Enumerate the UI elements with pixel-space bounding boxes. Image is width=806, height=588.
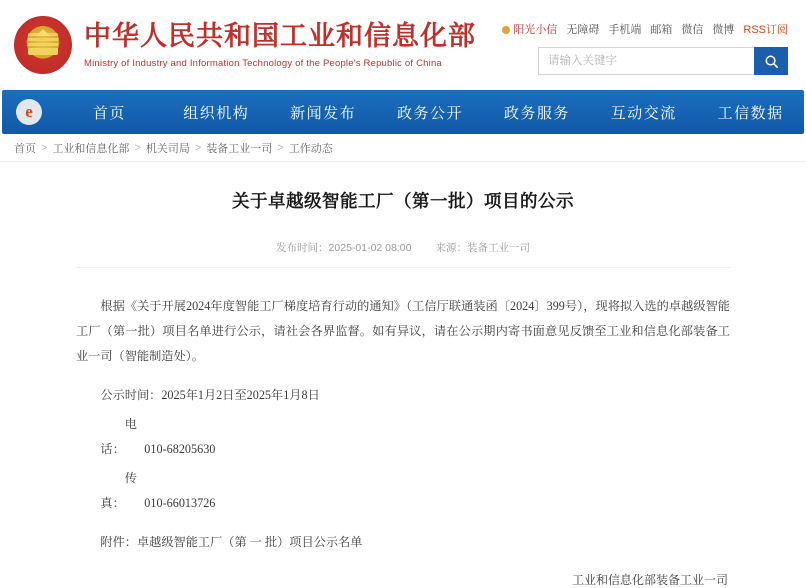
breadcrumb-item-miit[interactable]: 工业和信息化部 (52, 142, 130, 155)
contact-phone-label: 电 话： (100, 417, 137, 457)
top-link-mail[interactable]: 邮箱 (650, 24, 673, 36)
article-paragraph-1: 根据《关于开展2024年度智能工厂梯度培育行动的通知》（工信厅联通装函〔2024〕399号），现将拟入选的卓越级智能工厂（第一批）项目名单进行公示，请社会各界监督。如有异议，请在公示期内寄书面意见反馈至工业和信息化部装备工业一司（智能制造处）。 (76, 299, 730, 364)
breadcrumb-separator: > (194, 141, 202, 154)
top-link-bar (502, 21, 788, 37)
main-nav (2, 90, 804, 134)
top-link-rss[interactable]: RSS订阅 (743, 24, 788, 36)
top-link-mobile[interactable]: 手机端 (608, 24, 642, 36)
breadcrumb-separator: > (134, 141, 141, 154)
nav-item-affairs-service[interactable]: 政务服务 (503, 104, 570, 122)
breadcrumb (0, 134, 806, 162)
top-link-weibo[interactable]: 微博 (712, 24, 735, 36)
sun-dot-icon (502, 26, 510, 34)
search-input[interactable] (538, 47, 754, 75)
header-right (502, 15, 788, 75)
breadcrumb-item-work-news[interactable]: 工作动态 (288, 142, 333, 155)
site-header (0, 0, 806, 90)
nav-item-news[interactable]: 新闻发布 (290, 104, 357, 122)
contact-fax-value: 010-66013726 (144, 496, 216, 511)
article-source: 来源：装备工业一司 (435, 242, 530, 254)
nav-item-organization[interactable]: 组织机构 (183, 104, 250, 122)
top-link-accessibility[interactable]: 无障碍 (566, 24, 600, 36)
search-icon (764, 54, 779, 69)
breadcrumb-item-departments[interactable]: 机关司局 (145, 142, 190, 155)
nav-logo-icon: e (16, 99, 42, 125)
breadcrumb-item-home[interactable]: 首页 (14, 142, 36, 155)
site-title-en: Ministry of Industry and Information Technology of the People's Republic of China (84, 57, 442, 69)
article-meta (76, 240, 730, 268)
nav-item-interaction[interactable]: 互动交流 (610, 104, 677, 122)
nav-items (56, 90, 804, 134)
search-button[interactable] (754, 47, 788, 75)
top-link-sunshine[interactable]: 阳光小信 (502, 21, 557, 37)
site-title-block (84, 21, 476, 68)
site-title-cn: 中华人民共和国工业和信息化部 (84, 21, 476, 52)
contact-phone-value: 010-68205630 (144, 442, 216, 457)
page-title: 关于卓越级智能工厂（第一批）项目的公示 (232, 191, 574, 211)
article (76, 162, 730, 588)
article-container (0, 162, 806, 588)
nav-item-home[interactable]: 首页 (92, 104, 126, 122)
search-bar (538, 47, 788, 75)
notice-period: 公示时间：2025年1月2日至2025年1月8日 (100, 388, 320, 403)
article-body (76, 294, 730, 555)
nav-item-data[interactable]: 工信数据 (717, 104, 784, 122)
contact-phone (76, 412, 730, 462)
national-emblem-icon (14, 16, 72, 74)
contact-fax (76, 466, 730, 516)
nav-logo (2, 99, 56, 125)
breadcrumb-separator: > (277, 141, 284, 154)
contact-fax-label: 传 真： (100, 471, 137, 511)
breadcrumb-item-equipment-dept[interactable]: 装备工业一司 (206, 142, 273, 155)
breadcrumb-separator: > (41, 141, 48, 154)
attachment-link[interactable]: 附件：卓越级智能工厂（第 一 批）项目公示名单 (100, 535, 363, 550)
top-link-wechat[interactable]: 微信 (681, 24, 704, 36)
nav-item-affairs-open[interactable]: 政务公开 (397, 104, 464, 122)
article-signature: 工业和信息化部装备工业一司 (571, 573, 728, 588)
publish-time: 发布时间：2025-01-02 08:00 (276, 242, 412, 254)
